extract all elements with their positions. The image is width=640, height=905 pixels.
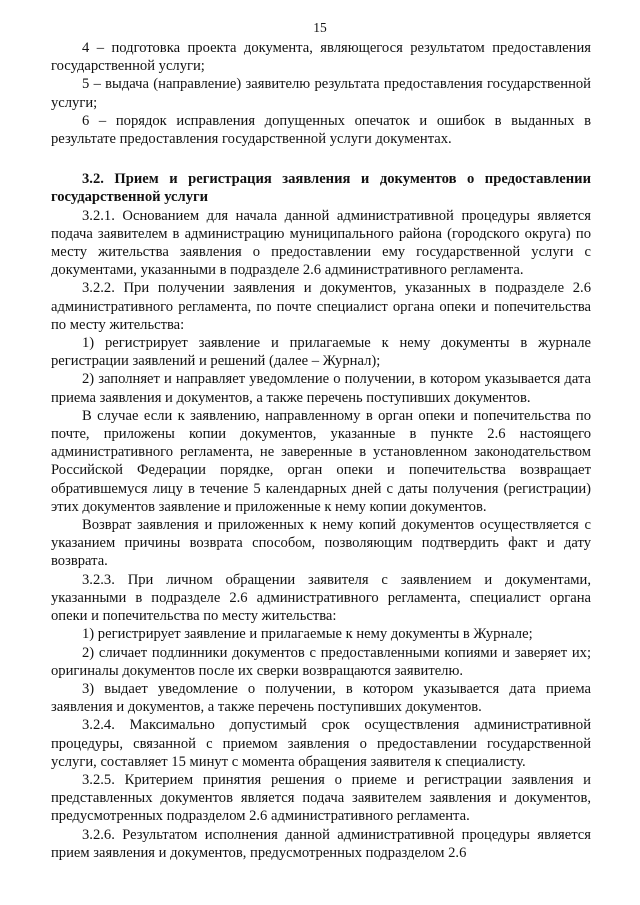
paragraph-3-2-3-item-3: 3) выдает уведомление о получении, в котором указывается дата приема заявления и документов, а также перечень поступивших документов.	[51, 680, 591, 716]
paragraph-3-2-6: 3.2.6. Результатом исполнения данной административной процедуры является прием заявления и документов, предусмотренных подразделом 2.6	[51, 826, 591, 861]
list-item-6: 6 – порядок исправления допущенных опечаток и ошибок в выданных в результате предоставления государственной услуги документах.	[51, 112, 591, 148]
section-heading-3-2: 3.2. Прием и регистрация заявления и документов о предоставлении государственной услуги	[51, 171, 591, 206]
list-item-5: 5 – выдача (направление) заявителю результата предоставления государственной услуги;	[51, 76, 591, 111]
paragraph-3-2-3-item-2: 2) сличает подлинники документов с предоставленными копиями и заверяет их; оригиналы документов после их сверки возвращаются заявителю.	[51, 644, 591, 679]
paragraph-3-2-3: 3.2.3. При личном обращении заявителя с заявлением и документами, указанными в подразделе 2.6 административного регламента, специалист органа опеки и попечительства по месту жительства:	[51, 571, 591, 625]
paragraph-return: Возврат заявления и приложенных к нему копий документов осуществляется с указанием причины возврата способом, позволяющим подтвердить факт и дату возврата.	[51, 517, 591, 570]
paragraph-3-2-3-item-1: 1) регистрирует заявление и прилагаемые к нему документы в Журнале;	[82, 626, 533, 643]
paragraph-3-2-2-item-2: 2) заполняет и направляет уведомление о получении, в котором указывается дата приема заявления и документов, а также перечень поступивших документов.	[51, 371, 591, 406]
paragraph-3-2-5: 3.2.5. Критерием принятия решения о приеме и регистрации заявления и представленных документов является подача заявителем заявления и документов, предусмотренных подразделом 2.6 административного регламента.	[51, 771, 591, 825]
page-number: 15	[313, 20, 327, 35]
paragraph-3-2-4: 3.2.4. Максимально допустимый срок осуществления административной процедуры, связанной с приемом заявления о предоставлении государственной услуги, составляет 15 минут с момента обращения заявителя к специалисту.	[51, 717, 591, 770]
list-item-4: 4 – подготовка проекта документа, являющегося результатом предоставления государственной услуги;	[51, 40, 591, 75]
paragraph-mail-copies: В случае если к заявлению, направленному в орган опеки и попечительства по почте, приложены копии документов, указанные в пункте 2.6 настоящего административного регламента, не заверенные в установленном законодательством Российской Федерации порядке, орган опеки и попечительства возвращает обратившемуся лицу в течение 5 календарных дней с даты получения (регистрации) этих документов заявление и приложенные к нему копии документов.	[51, 407, 591, 515]
document-body	[51, 39, 591, 862]
paragraph-3-2-2: 3.2.2. При получении заявления и документов, указанных в подразделе 2.6 административного регламента, по почте специалист органа опеки и попечительства по месту жительства:	[51, 280, 591, 333]
paragraph-3-2-1: 3.2.1. Основанием для начала данной административной процедуры является подача заявителем в администрацию муниципального района (городского округа) по месту жительства заявления о предоставлении ему государственной услуги с документами, указанными в подразделе 2.6 административного регламента.	[51, 207, 591, 279]
paragraph-3-2-2-item-1: 1) регистрирует заявление и прилагаемые к нему документы в журнале регистрации заявлений и решений (далее – Журнал);	[51, 335, 591, 370]
